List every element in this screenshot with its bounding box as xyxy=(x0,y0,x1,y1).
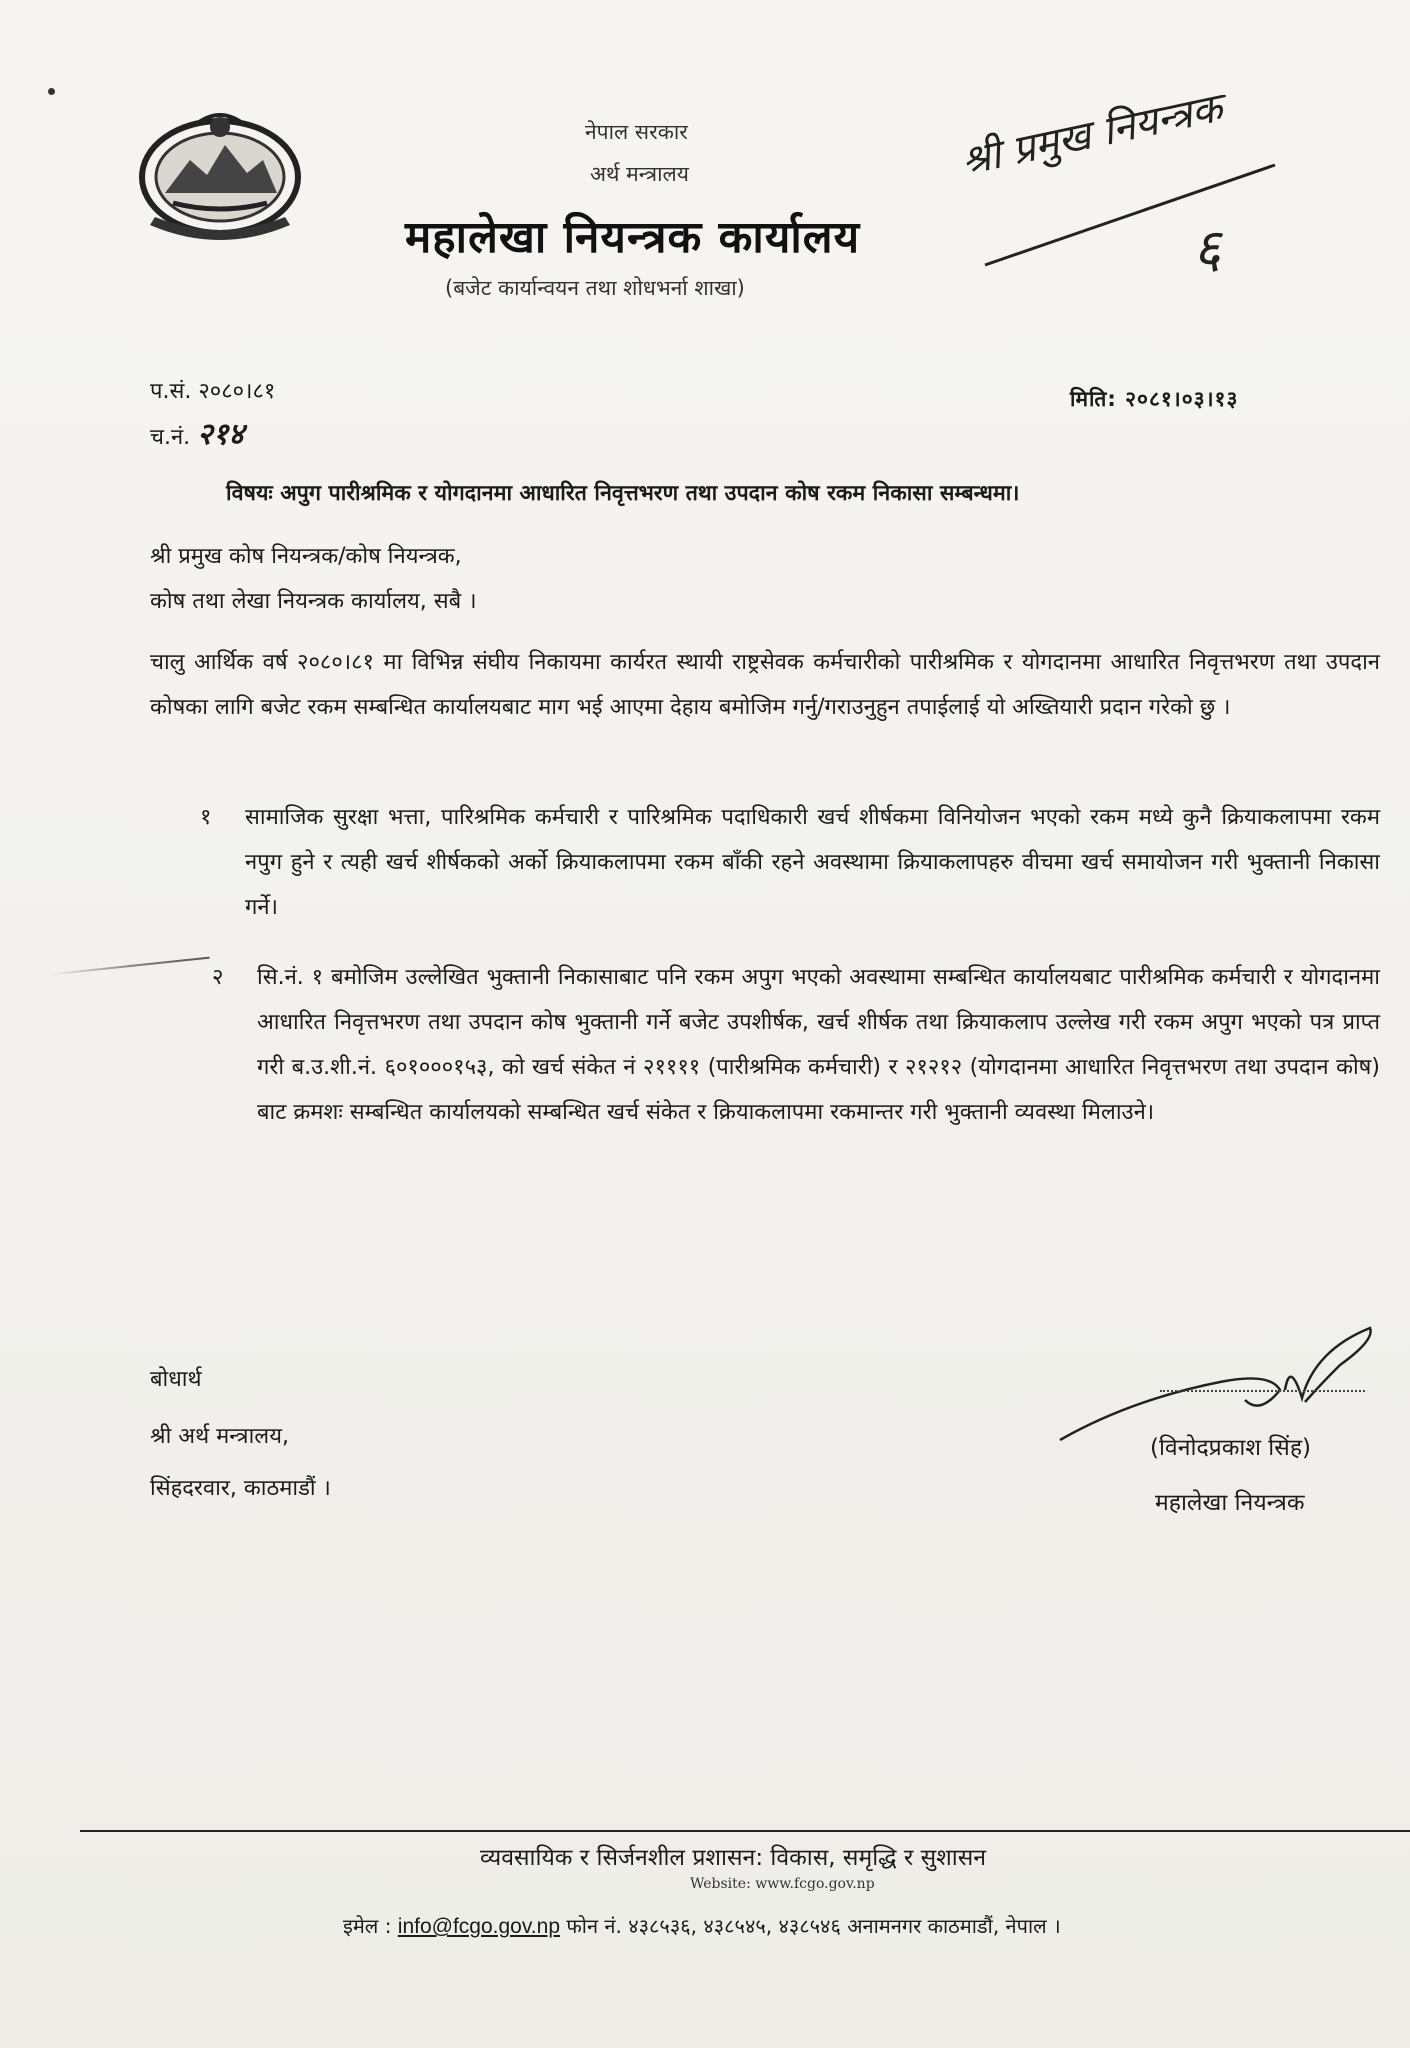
reference-number: प.सं. २०८०।८१ xyxy=(150,379,276,404)
cc-label: बोधार्थ xyxy=(150,1367,202,1392)
list-item-text: सामाजिक सुरक्षा भत्ता, पारिश्रमिक कर्मचारी र पारिश्रमिक पदाधिकारी खर्च शीर्षकमा विनियोजन भएको रकम मध्ये कुनै क्रियाकलापमा रकम नपुग हुने र त्यही खर्च शीर्षकको अर्को क्रियाकलापमा रकम बाँकी रहने अवस्थामा क्रियाकलापहरु वीचमा खर्च समायोजन गरी भुक्तानी निकासा गर्ने। xyxy=(245,805,1380,920)
email-link[interactable]: info@fcgo.gov.np xyxy=(397,1915,560,1938)
list-item-text: सि.नं. १ बमोजिम उल्लेखित भुक्तानी निकासाबाट पनि रकम अपुग भएको अवस्थामा सम्बन्धित कार्यालयबाट पारीश्रमिक कर्मचारी र योगदानमा आधारित निवृत्तभरण तथा उपदान कोष भुक्तानी गर्ने बजेट उपशीर्षक, खर्च शीर्षक तथा क्रियाकलाप उल्लेख गरी रकम अपुग भएको पत्र प्राप्त गरी ब.उ.शी.नं. ६०१०००१५३, को खर्च संकेत नं २११११ (पारीश्रमिक कर्मचारी) र २१२१२ (योगदानमा आधारित निवृत्तभरण तथा उपदान कोष) बाट क्रमशः सम्बन्धित कार्यालयको सम्बन्धित खर्च संकेत र क्रियाकलापमा रकमान्तर गरी भुक्तानी व्यवस्था मिलाउने। xyxy=(257,965,1380,1125)
dispatch-value: २१४ xyxy=(197,417,244,452)
cc-line-2: सिंहदरवार, काठमाडौं । xyxy=(150,1476,331,1501)
signatory-name: (विनोदप्रकाश सिंह) xyxy=(1150,1435,1312,1461)
list-item-number: २ xyxy=(212,965,224,990)
pen-stroke xyxy=(50,957,209,976)
addressee-line-2: कोष तथा लेखा नियन्त्रक कार्यालय, सबै । xyxy=(150,589,477,614)
footer-contact xyxy=(343,1912,1061,1939)
handwritten-note xyxy=(955,95,1295,285)
signatory-title: महालेखा नियन्त्रक xyxy=(1155,1490,1305,1516)
handwritten-mark: ६ xyxy=(1193,217,1222,280)
footer-divider xyxy=(80,1830,1410,1832)
list-item-number: १ xyxy=(200,805,212,830)
footer-website: Website: www.fcgo.gov.np xyxy=(690,1876,875,1892)
ministry-name: अर्थ मन्त्रालय xyxy=(590,162,689,186)
phone-address: फोन नं. ४३८५३६, ४३८५४५, ४३८५४६ अनामनगर काठमाडौं, नेपाल । xyxy=(560,1914,1061,1938)
branch-name: (बजेट कार्यान्वयन तथा शोधभर्ना शाखा) xyxy=(445,276,745,300)
letter-date: मिति: २०८१।०३।१३ xyxy=(1070,387,1239,411)
government-name: नेपाल सरकार xyxy=(585,120,688,144)
office-title: महालेखा नियन्त्रक कार्यालय xyxy=(405,212,861,263)
cc-line-1: श्री अर्थ मन्त्रालय, xyxy=(150,1424,289,1449)
ink-dot xyxy=(48,88,55,95)
footer-motto: व्यवसायिक र सिर्जनशील प्रशासन: विकास, समृद्धि र सुशासन xyxy=(480,1845,987,1871)
addressee-line-1: श्री प्रमुख कोष नियन्त्रक/कोष नियन्त्रक, xyxy=(150,544,462,569)
dispatch-label: च.नं. xyxy=(150,425,198,450)
subject-line: विषयः अपुग पारीश्रमिक र योगदानमा आधारित निवृत्तभरण तथा उपदान कोष रकम निकासा सम्बन्धमा। xyxy=(226,481,1020,506)
nepal-emblem xyxy=(135,105,305,245)
handwritten-note-text: श्री प्रमुख नियन्त्रक xyxy=(957,95,1227,185)
email-label: इमेल : xyxy=(343,1914,398,1938)
list-item xyxy=(200,795,1380,930)
intro-paragraph: चालु आर्थिक वर्ष २०८०।८१ मा विभिन्न संघीय निकायमा कार्यरत स्थायी राष्ट्रसेवक कर्मचारीको पारीश्रमिक र योगदानमा आधारित निवृत्तभरण तथा उपदान कोषका लागि बजेट रकम सम्बन्धित कार्यालयबाट माग भई आएमा देहाय बमोजिम गर्नु/गराउनुहुन तपाईलाई यो अख्तियारी प्रदान गरेको छु । xyxy=(150,650,1380,720)
list-item xyxy=(212,955,1380,1135)
dispatch-number xyxy=(150,412,244,453)
signature-line xyxy=(1160,1390,1365,1392)
